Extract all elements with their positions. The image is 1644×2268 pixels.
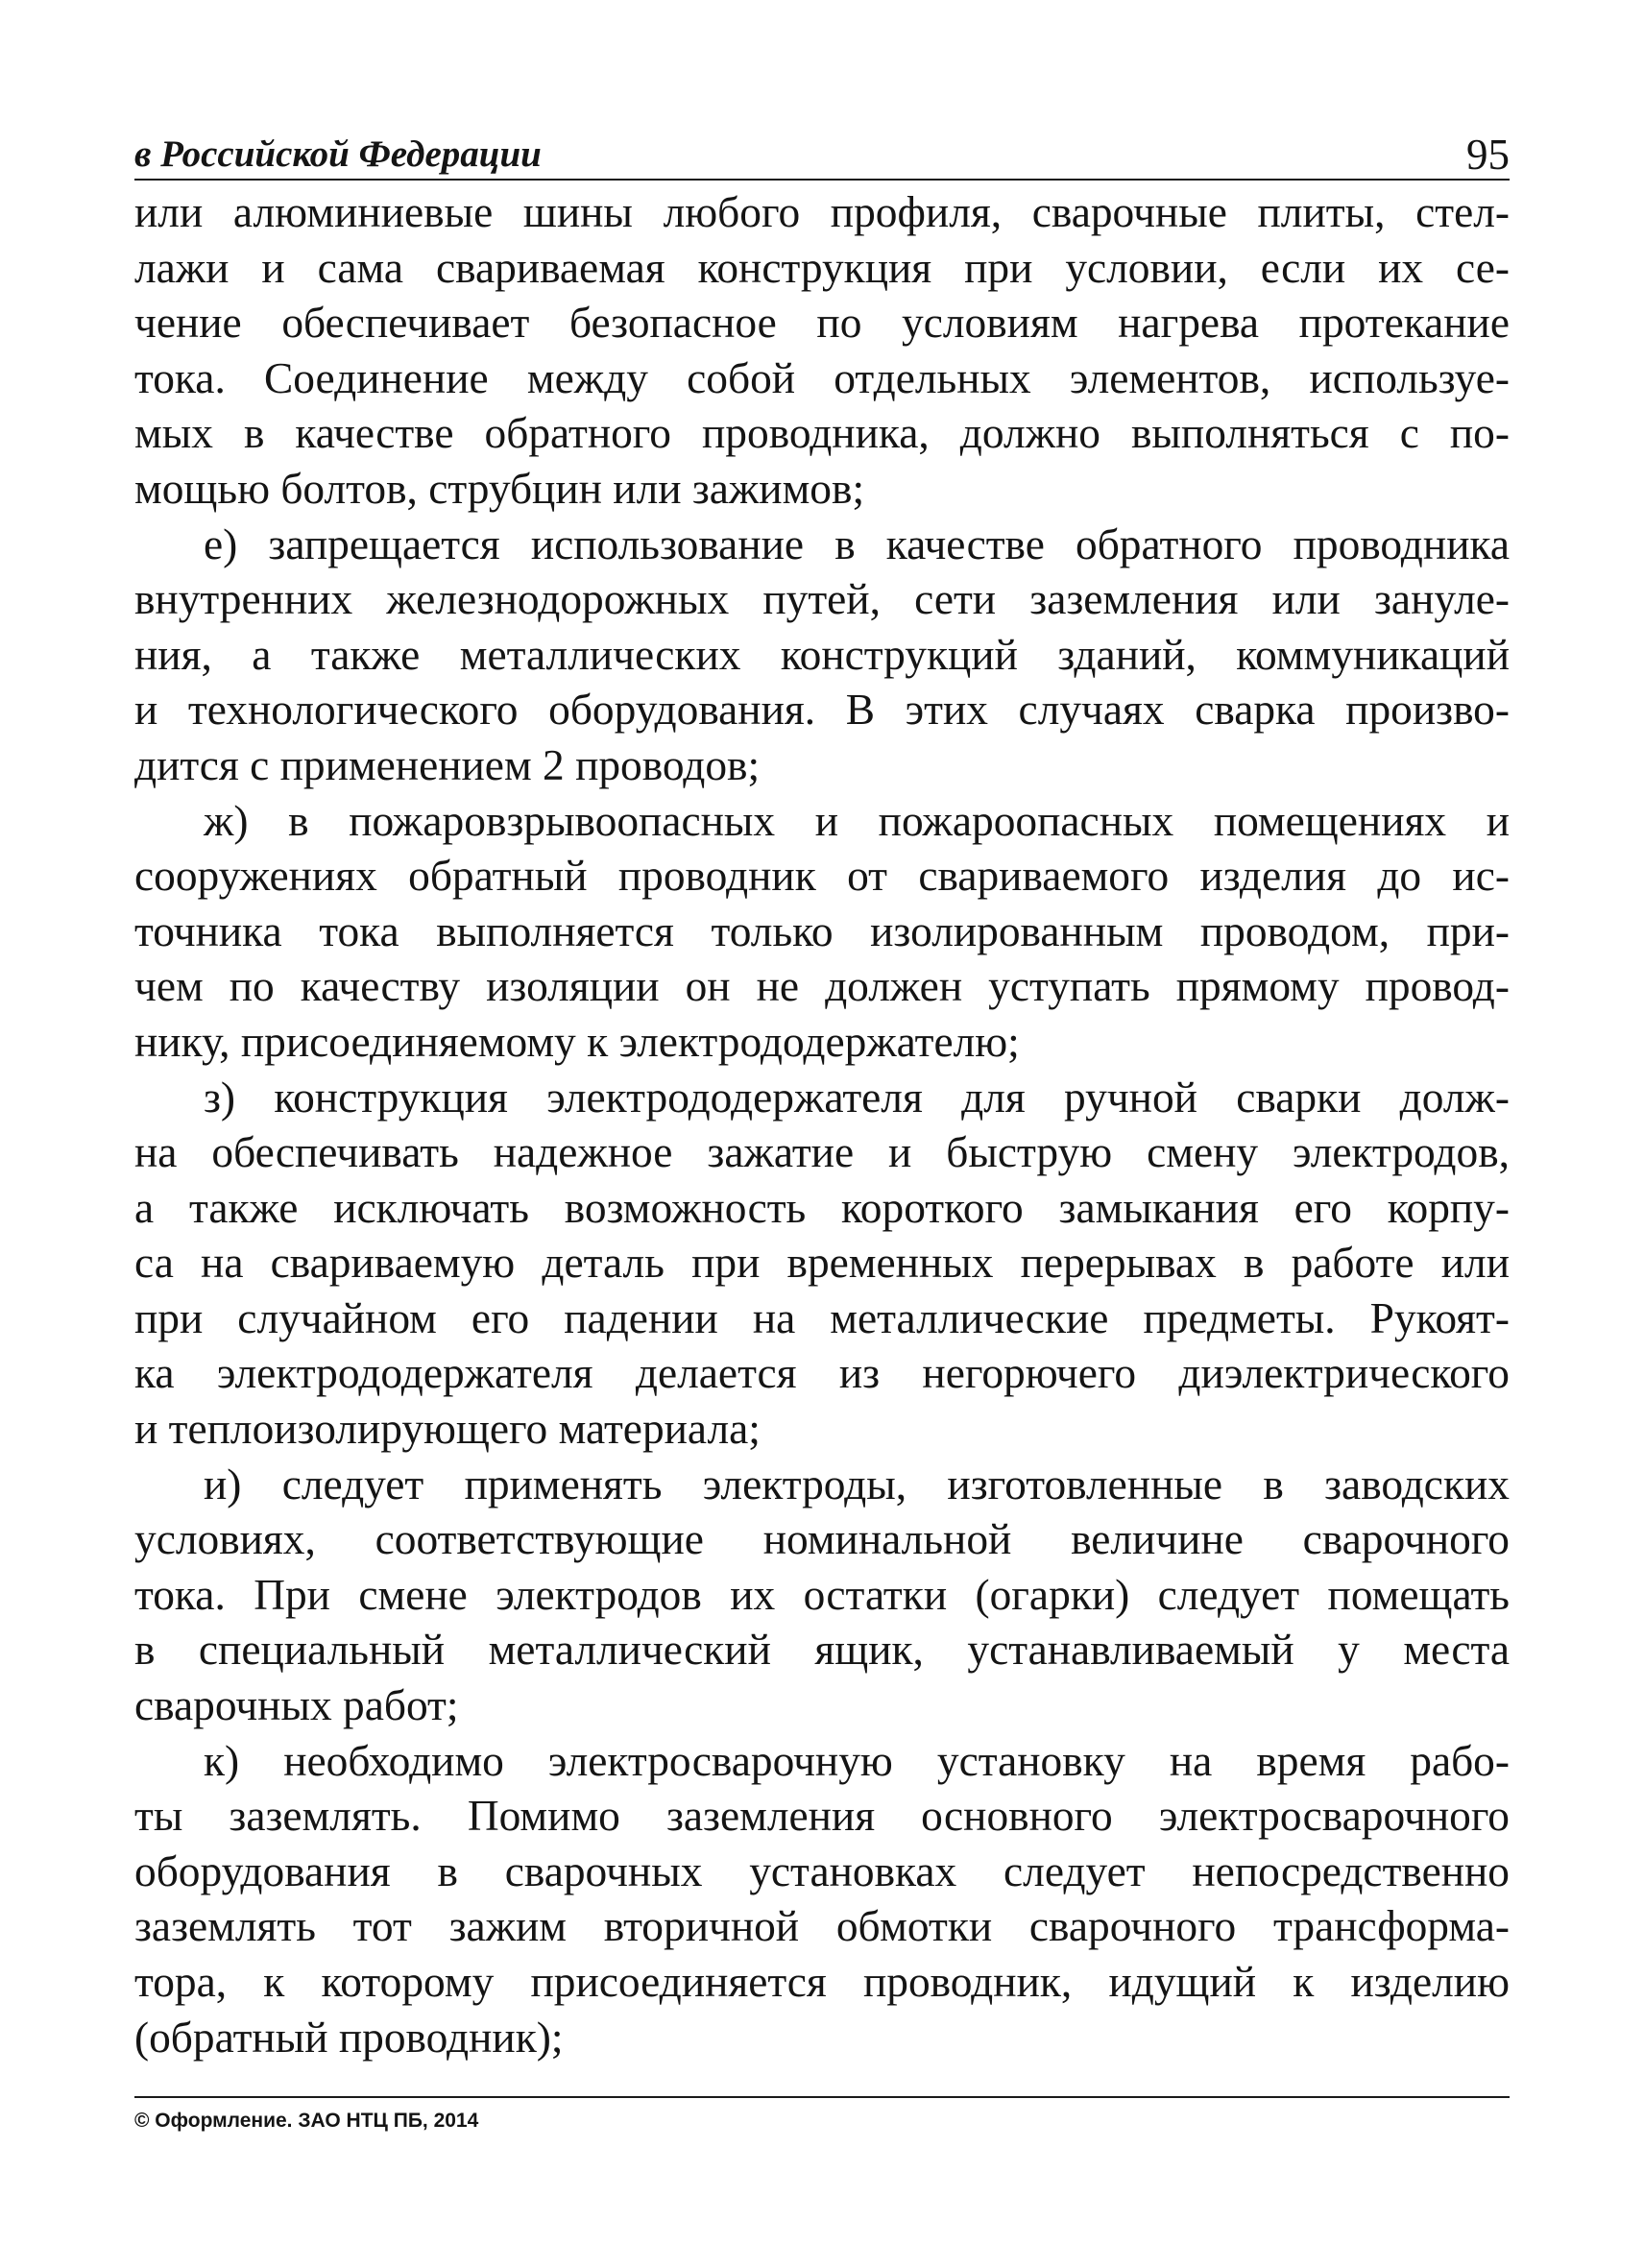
text-line: внутренних железнодорожных путей, сети заземления или зануле-	[134, 575, 1510, 624]
text-line: к) необходимо электросварочную установку на время рабо-	[204, 1736, 1510, 1785]
footer-divider	[134, 2096, 1510, 2098]
text-line: е) запрещается использование в качестве обратного проводника	[204, 519, 1510, 568]
text-line: (обратный проводник);	[134, 2013, 564, 2062]
text-line: и) следует применять электроды, изготовленные в заводских	[204, 1460, 1510, 1508]
header-divider	[134, 179, 1510, 181]
text-line: дится с применением 2 проводов;	[134, 740, 761, 789]
text-line: мощью болтов, струбцин или зажимов;	[134, 464, 865, 513]
running-header-title: в Российской Федерации	[134, 133, 542, 175]
text-line: в специальный металлический ящик, устанавливаемый у места	[134, 1626, 1510, 1675]
text-line: и теплоизолирующего материала;	[134, 1405, 761, 1454]
text-line: нику, присоединяемому к электрододержателю;	[134, 1017, 1020, 1066]
text-line: на обеспечивать надежное зажатие и быструю смену электродов,	[134, 1128, 1510, 1177]
text-line: или алюминиевые шины любого профиля, сварочные плиты, стел-	[134, 188, 1510, 236]
page-number: 95	[1466, 131, 1510, 179]
text-line: з) конструкция электрододержателя для ручной сварки долж-	[204, 1073, 1510, 1122]
text-line: условиях, соответствующие номинальной величине сварочного	[134, 1515, 1510, 1564]
paragraph-continuation	[134, 185, 1510, 518]
text-line: чем по качеству изоляции он не должен уступать прямому провод-	[134, 962, 1510, 1011]
text-line: мых в качестве обратного проводника, должно выполняться с по-	[134, 409, 1510, 458]
text-line: сварочных работ;	[134, 1681, 459, 1730]
running-header	[134, 123, 1510, 179]
list-item-i	[134, 1458, 1510, 1734]
copyright-note: © Оформление. ЗАО НТЦ ПБ, 2014	[134, 2110, 479, 2132]
text-line: ты заземлять. Помимо заземления основного электросварочного	[134, 1792, 1510, 1841]
list-item-zh	[134, 794, 1510, 1071]
text-line: оборудования в сварочных установках следует непосредственно	[134, 1846, 1510, 1895]
text-line: ния, а также металлических конструкций зданий, коммуникаций	[134, 630, 1510, 679]
list-item-z	[134, 1071, 1510, 1458]
text-line: лажи и сама свариваемая конструкция при условии, если их се-	[134, 243, 1510, 292]
text-line: а также исключать возможность короткого замыкания его корпу-	[134, 1183, 1510, 1232]
list-item-e	[134, 518, 1510, 794]
list-item-k	[134, 1734, 1510, 2066]
text-line: при случайном его падении на металлические предметы. Рукоят-	[134, 1293, 1510, 1342]
text-line: сооружениях обратный проводник от свариваемого изделия до ис-	[134, 852, 1510, 901]
text-line: тока. Соединение между собой отдельных элементов, используе-	[134, 353, 1510, 402]
text-line: ка электрододержателя делается из негорючего диэлектрического	[134, 1349, 1510, 1398]
text-line: точника тока выполняется только изолированным проводом, при-	[134, 906, 1510, 955]
text-line: тора, к которому присоединяется проводник, идущий к изделию	[134, 1958, 1510, 2006]
body-text	[134, 185, 1510, 2065]
text-line: са на свариваемую деталь при временных перерывах в работе или	[134, 1239, 1510, 1288]
text-line: чение обеспечивает безопасное по условиям нагрева протекание	[134, 299, 1510, 348]
text-line: заземлять тот зажим вторичной обмотки сварочного трансформа-	[134, 1902, 1510, 1951]
text-line: тока. При смене электродов их остатки (огарки) следует помещать	[134, 1570, 1510, 1619]
text-line: ж) в пожаровзрывоопасных и пожароопасных помещениях и	[204, 796, 1510, 845]
text-line: и технологического оборудования. В этих случаях сварка произво-	[134, 686, 1510, 735]
